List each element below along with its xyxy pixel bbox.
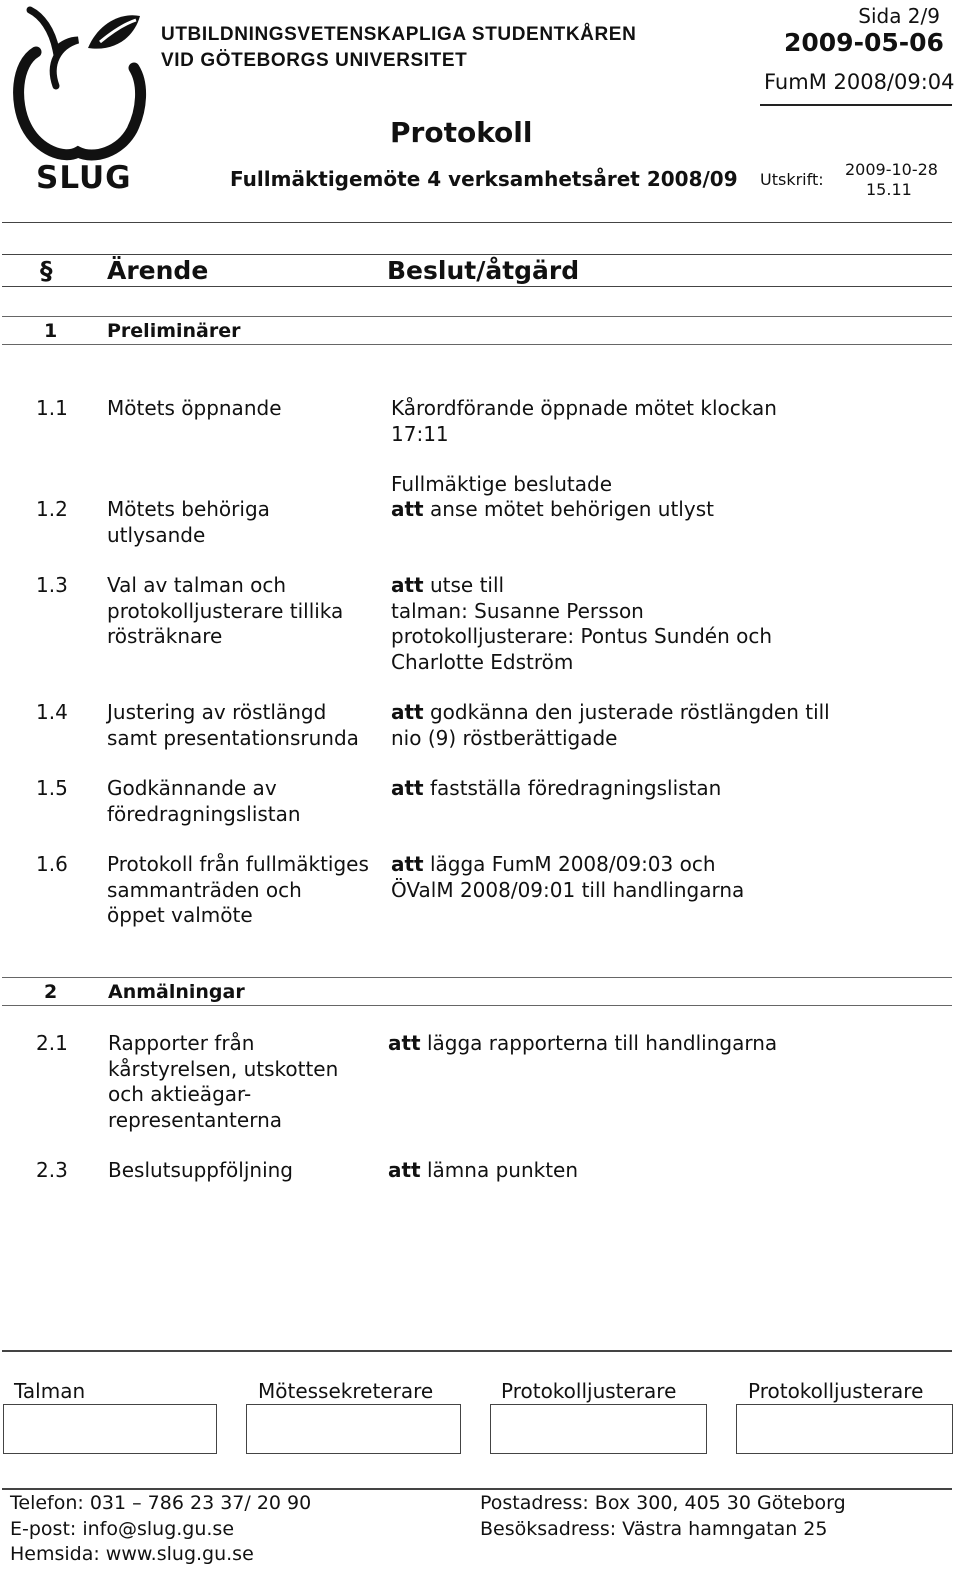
- signature-top-rule: [2, 1350, 952, 1352]
- decision-line: att lämna punkten: [388, 1158, 579, 1182]
- agenda-item-matter: [107, 497, 270, 548]
- page-label: Sida 2/9: [858, 4, 940, 28]
- agenda-item-matter: [107, 396, 282, 422]
- org-name-line2: VID GÖTEBORGS UNIVERSITET: [161, 50, 468, 71]
- column-matter-header: Ärende: [107, 256, 209, 285]
- matter-line: rösträknare: [107, 624, 223, 648]
- agenda-item-number: 2.3: [36, 1158, 68, 1182]
- header-line: [760, 104, 952, 106]
- signature-box-adjuster-2: [736, 1404, 953, 1454]
- agenda-item-number: 1.3: [36, 573, 68, 597]
- section-title: Preliminärer: [107, 320, 241, 342]
- matter-line: föredragningslistan: [107, 801, 301, 826]
- signature-box-adjuster-1: [490, 1404, 707, 1454]
- footer-postal-address: Postadress: Box 300, 405 30 Göteborg: [480, 1492, 846, 1514]
- matter-line: Mötets behöriga: [107, 497, 270, 521]
- column-section-header: §: [40, 256, 53, 285]
- matter-line: representanterna: [108, 1107, 282, 1132]
- document-type: Protokoll: [390, 116, 533, 149]
- decision-line: nio (9) röstberättigade: [391, 725, 618, 750]
- decision-line: protokolljusterare: Pontus Sundén och: [391, 624, 773, 648]
- org-name-line1: UTBILDNINGSVETENSKAPLIGA STUDENTKÅREN: [161, 24, 637, 45]
- decision-line: att godkänna den justerade röstlängden till: [391, 700, 830, 724]
- matter-line: Beslutsuppföljning: [108, 1158, 293, 1182]
- agenda-item-number: 1.4: [36, 700, 68, 724]
- section-number: 2: [44, 981, 58, 1003]
- footer-email: E-post: info@slug.gu.se: [10, 1518, 235, 1540]
- matter-line: sammanträden och: [107, 877, 302, 902]
- agenda-item-decision: [391, 497, 714, 523]
- meeting-title: Fullmäktigemöte 4 verksamhetsåret 2008/09: [230, 167, 738, 191]
- agenda-item-matter: [108, 1031, 338, 1133]
- matter-line: Rapporter från: [108, 1031, 255, 1055]
- agenda-item-number: 1.6: [36, 852, 68, 876]
- section-2-top-rule: [2, 977, 952, 978]
- decision-line: ÖValM 2008/09:01 till handlingarna: [391, 877, 745, 902]
- decision-line: 17:11: [391, 421, 449, 446]
- column-header-bottom-rule: [2, 286, 952, 287]
- matter-line: öppet valmöte: [107, 903, 253, 927]
- agenda-item-matter: [107, 776, 301, 827]
- decision-line: att fastställa föredragningslistan: [391, 776, 722, 800]
- agenda-item-number: 1.2: [36, 497, 68, 521]
- print-label: Utskrift:: [760, 170, 824, 189]
- signature-label-adjuster-1: Protokolljusterare: [501, 1379, 677, 1403]
- section-2-bottom-rule: [2, 1005, 952, 1006]
- column-header-top-rule: [2, 254, 952, 255]
- section-1-bottom-rule: [2, 344, 952, 345]
- signature-box-secretary: [246, 1404, 461, 1454]
- header-divider: [2, 222, 952, 223]
- decision-line: att lägga rapporterna till handlingarna: [388, 1031, 778, 1055]
- agenda-item-matter: [107, 700, 359, 751]
- footer-visiting-address: Besöksadress: Västra hamngatan 25: [480, 1518, 828, 1540]
- matter-line: kårstyrelsen, utskotten: [108, 1056, 339, 1081]
- print-time: 15.11: [866, 180, 912, 199]
- matter-line: Mötets öppnande: [107, 396, 282, 420]
- agenda-item-decision: [391, 573, 772, 675]
- decision-line: att lägga FumM 2008/09:03 och: [391, 852, 716, 876]
- decision-line: att anse mötet behörigen utlyst: [391, 497, 714, 521]
- matter-line: protokolljusterare tillika: [107, 598, 344, 623]
- matter-line: utlysande: [107, 522, 206, 547]
- document-reference: FumM 2008/09:04: [764, 70, 955, 94]
- decision-line: talman: Susanne Persson: [391, 598, 644, 623]
- agenda-item-number: 1.1: [36, 396, 68, 420]
- agenda-item-matter: [108, 1158, 293, 1184]
- signature-label-talman: Talman: [14, 1379, 86, 1403]
- section-1-top-rule: [2, 316, 952, 317]
- agenda-item-number: 1.5: [36, 776, 68, 800]
- matter-line: Protokoll från fullmäktiges: [107, 852, 369, 876]
- signature-label-secretary: Mötessekreterare: [258, 1379, 434, 1403]
- meeting-date: 2009-05-06: [784, 28, 944, 57]
- signature-box-talman: [3, 1404, 217, 1454]
- agenda-item-decision: [388, 1158, 578, 1184]
- section-number: 1: [44, 320, 58, 342]
- agenda-item-decision: [391, 396, 777, 447]
- decision-preamble: Fullmäktige beslutade: [391, 472, 613, 496]
- decision-line: Charlotte Edström: [391, 649, 574, 674]
- apple-logo-icon: [8, 2, 153, 162]
- column-decision-header: Beslut/åtgärd: [387, 256, 580, 285]
- matter-line: Justering av röstlängd: [107, 700, 327, 724]
- agenda-item-number: 2.1: [36, 1031, 68, 1055]
- agenda-item-decision: [391, 852, 744, 903]
- print-date: 2009-10-28: [845, 160, 938, 179]
- agenda-item-matter: [107, 573, 343, 650]
- section-title: Anmälningar: [108, 981, 245, 1003]
- decision-line: att utse till: [391, 573, 505, 597]
- matter-line: Godkännande av: [107, 776, 277, 800]
- footer-phone: Telefon: 031 – 786 23 37/ 20 90: [10, 1492, 312, 1514]
- logo-text: SLUG: [36, 160, 132, 196]
- matter-line: Val av talman och: [107, 573, 287, 597]
- logo: [8, 2, 153, 197]
- matter-line: samt presentationsrunda: [107, 725, 359, 750]
- agenda-item-matter: [107, 852, 369, 929]
- footer-website: Hemsida: www.slug.gu.se: [10, 1543, 254, 1565]
- signature-label-adjuster-2: Protokolljusterare: [748, 1379, 924, 1403]
- agenda-item-decision: [388, 1031, 777, 1057]
- decision-line: Kårordförande öppnade mötet klockan: [391, 396, 777, 420]
- agenda-item-decision: [391, 776, 721, 802]
- agenda-item-decision: [391, 700, 830, 751]
- matter-line: och aktieägar-: [108, 1082, 252, 1106]
